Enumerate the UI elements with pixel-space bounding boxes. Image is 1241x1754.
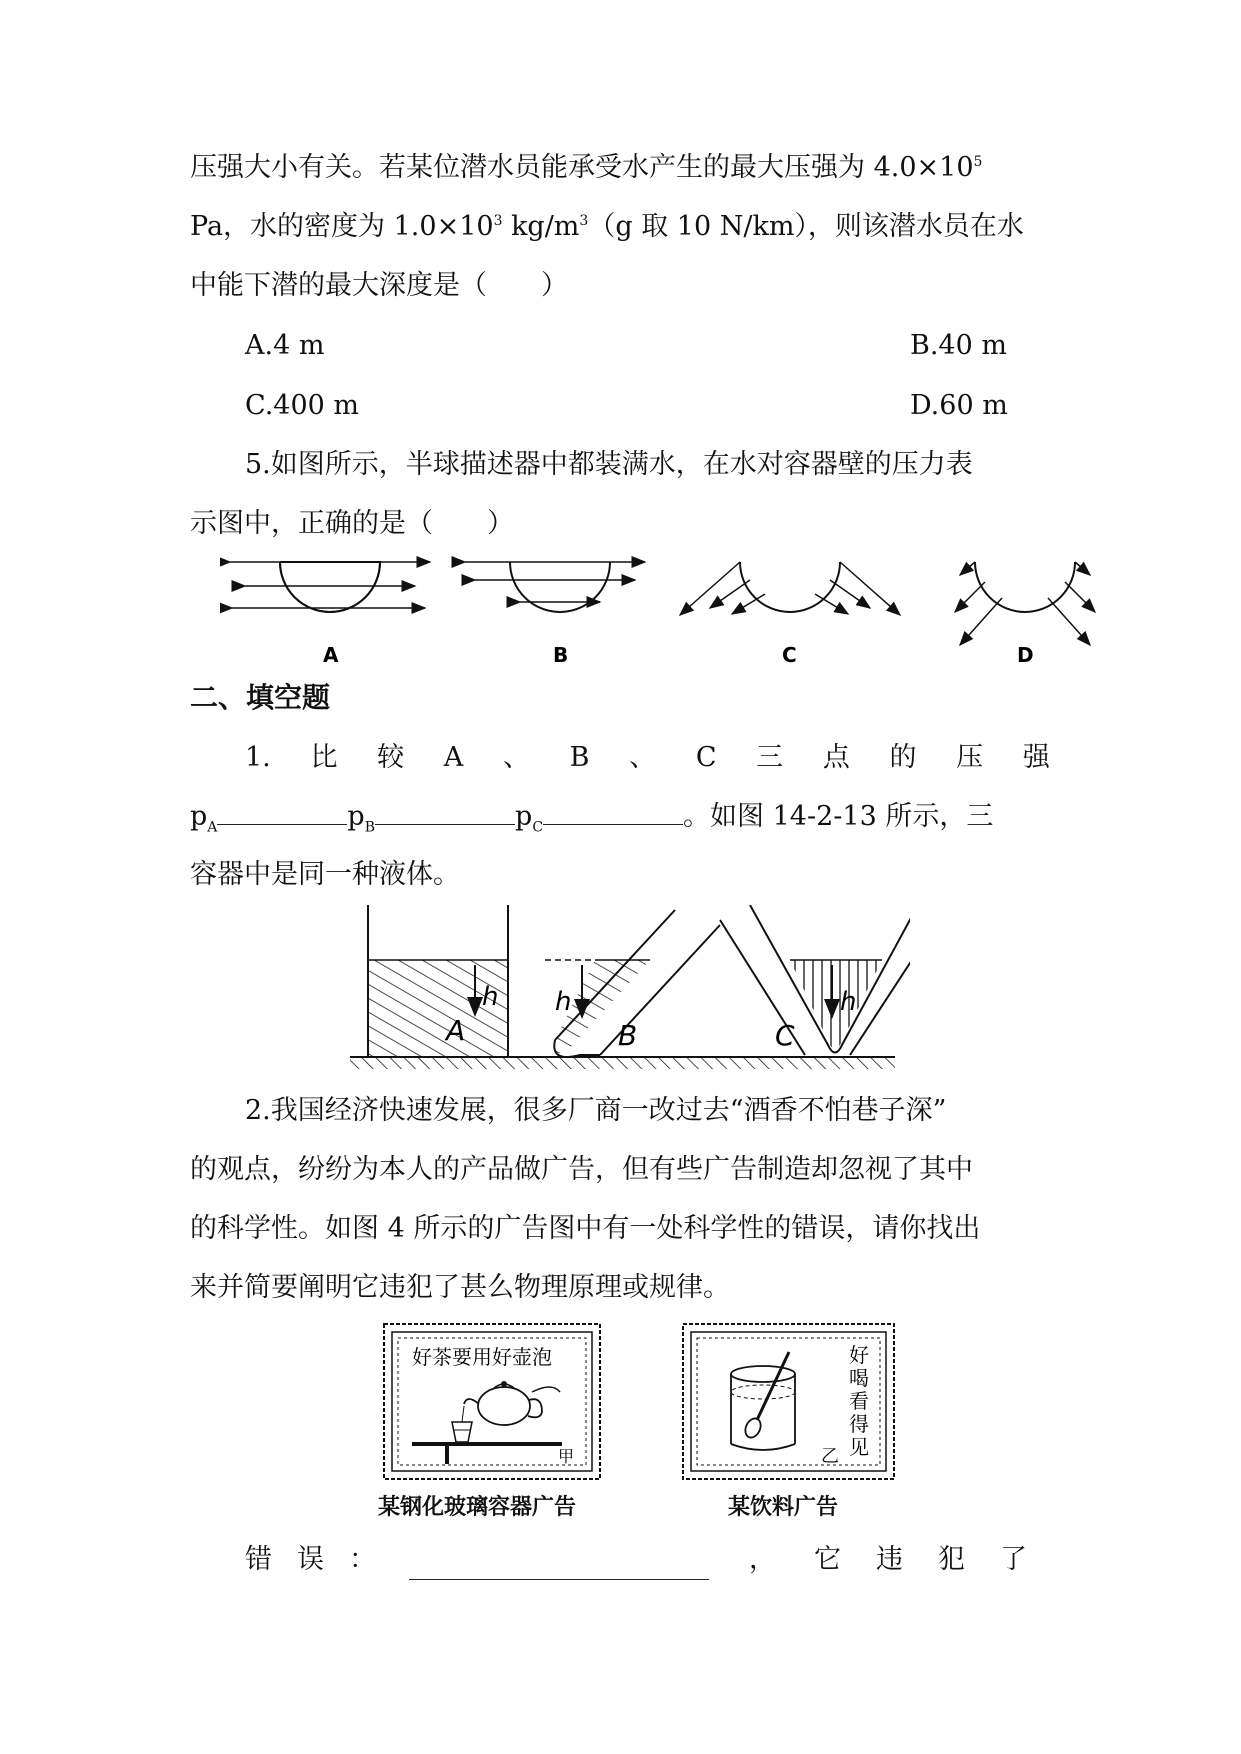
ad2-char-5: 见 xyxy=(849,1435,869,1459)
container-c xyxy=(720,905,910,1055)
option-b-label: B xyxy=(553,643,569,667)
option-d-label: D xyxy=(1017,643,1034,667)
fill2-line-4: 来并简要阐明它违犯了甚么物理原理或规律。 xyxy=(190,1272,730,1303)
section-title: 二、填空题 xyxy=(190,681,331,714)
fill2-line-1: 2.我国经济快速发展，很多厂商一改过去“酒香不怕巷子深” xyxy=(245,1095,947,1126)
three-containers-figure xyxy=(350,905,910,1075)
q4-line-3: 中能下潜的最大深度是（ ） xyxy=(190,270,568,301)
answer-line: 错 误 ： ， 它 违 犯 了 xyxy=(245,1540,1050,1580)
fill2-line-3: 的科学性。如图 4 所示的广告图中有一处科学性的错误，请你找出 xyxy=(190,1213,981,1244)
option-a-label: A xyxy=(323,643,339,667)
fill2-line-2: 的观点，纷纷为本人的产品做广告，但有些广告制造却忽视了其中 xyxy=(190,1154,973,1185)
q5-line-1: 5.如图所示，半球描述器中都装满水，在水对容器壁的压力表 xyxy=(245,449,973,480)
ad1-mark: 甲 xyxy=(558,1447,575,1466)
option-d-diagram xyxy=(955,562,1095,645)
ad2-char-4: 得 xyxy=(849,1412,869,1436)
container-b xyxy=(545,910,720,1057)
label-c: C xyxy=(775,1019,795,1052)
option-b-diagram xyxy=(465,562,645,612)
label-h-c: h xyxy=(840,987,857,1017)
blank-2[interactable] xyxy=(375,796,515,825)
q4-option-c: C.400 m xyxy=(245,390,359,421)
cup-icon xyxy=(452,1422,472,1442)
q4-line-2: Pa，水的密度为 $1.0\times 10^3$ $kg/m^3(g$ 取 10 N/km），则该潜水员在水 xyxy=(190,211,1024,242)
ad2-mark: 乙 xyxy=(821,1446,839,1467)
ad2-caption: 某饮料广告 xyxy=(728,1494,839,1520)
label-b: B xyxy=(618,1019,638,1052)
teapot-icon xyxy=(462,1381,560,1425)
ad2-char-3: 看 xyxy=(849,1389,869,1413)
fill1-line-1: 1. 比 较 A 、 B 、 C 三 点 的 压 强 xyxy=(245,742,1050,773)
ad1-caption: 某钢化玻璃容器广告 xyxy=(378,1494,577,1520)
blank-3[interactable] xyxy=(543,796,683,825)
answer-blank[interactable] xyxy=(409,1551,709,1580)
label-h-a: h xyxy=(482,982,499,1012)
q5-line-2: 示图中，正确的是（ ） xyxy=(190,508,514,539)
ad2-char-1: 好 xyxy=(849,1343,869,1367)
option-c-diagram xyxy=(680,562,900,615)
container-a xyxy=(368,905,508,1057)
ad2-char-2: 喝 xyxy=(849,1366,869,1390)
ad1-title: 好茶要用好壶泡 xyxy=(412,1345,552,1369)
q4-line-1: 压强大小有关。若某位潜水员能承受水产生的最大压强为 $4.0\times 10^5$ xyxy=(190,152,983,183)
ad-teapot-figure xyxy=(382,1322,602,1482)
fill1-line-3: 容器中是同一种液体。 xyxy=(190,859,460,890)
option-c-label: C xyxy=(782,643,797,667)
q4-option-b: B.40 m xyxy=(910,330,1007,361)
label-a: A xyxy=(446,1014,466,1047)
hemisphere-pressure-figure xyxy=(220,550,1120,670)
label-h-b: h xyxy=(555,987,572,1017)
q4-option-d: D.60 m xyxy=(910,390,1008,421)
blank-1[interactable] xyxy=(217,796,347,825)
q4-option-a: A.4 m xyxy=(245,330,325,361)
option-a-diagram xyxy=(230,562,430,612)
ad-drink-figure xyxy=(681,1322,896,1482)
fill1-line-2: $p_A$ $p_B$ $p_C$ 。如图 14-2-13 所示，三 xyxy=(190,796,993,837)
